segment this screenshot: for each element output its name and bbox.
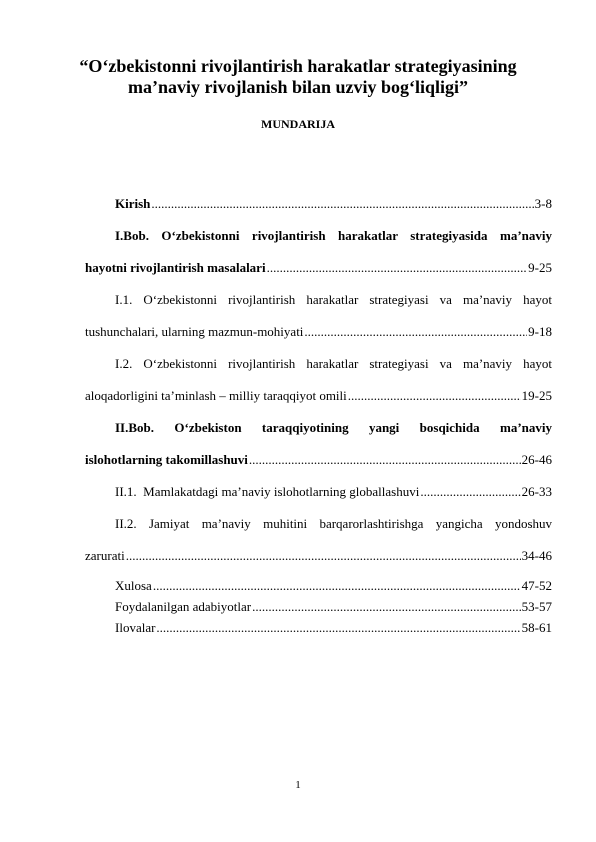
toc-page-range: 26-46 xyxy=(521,452,552,467)
dot-leader xyxy=(126,540,521,572)
toc-entry-label-line2: islohotlarning takomillashuvi xyxy=(85,452,248,467)
toc-entry-bob-2 xyxy=(85,412,552,476)
toc-entry-label: Xulosa xyxy=(115,578,152,593)
toc-heading: MUNDARIJA xyxy=(261,117,335,131)
dot-leader xyxy=(304,316,527,348)
toc-page-range: 19-25 xyxy=(521,388,552,403)
toc-entry-bob-1 xyxy=(85,220,552,284)
toc-entry-label: II.1. Mamlakatdagi ma’naviy islohotlarning globallashuvi xyxy=(115,484,420,499)
toc-entry-label-line1: II.2. Jamiyat ma’naviy muhitini barqarorlashtirishga yangicha yondoshuv xyxy=(115,516,552,531)
toc-entry-adabiyotlar xyxy=(85,596,552,617)
toc-page-range: 26-33 xyxy=(521,484,552,499)
dot-leader xyxy=(151,188,533,220)
toc-page-range: 53-57 xyxy=(521,599,552,614)
toc-entry-label: Kirish xyxy=(115,196,151,211)
toc-entry-section-2-2 xyxy=(85,508,552,572)
dot-leader xyxy=(348,380,521,412)
toc-entry-label-line1: I.2. O‘zbekistonni rivojlantirish harakatlar strategiyasi va ma’naviy hayot xyxy=(115,356,552,371)
dot-leader xyxy=(153,575,521,596)
dot-leader xyxy=(249,444,521,476)
toc-page-range: 3-8 xyxy=(534,196,552,211)
toc-entry-label-line2: aloqadorligini ta’minlash – milliy taraqqiyot omili xyxy=(85,388,347,403)
toc-entry-label: Foydalanilgan adabiyotlar xyxy=(115,599,252,614)
toc-entry-section-2-1 xyxy=(85,476,552,508)
toc-entry-kirish xyxy=(85,188,552,220)
toc-entry-label: Ilovalar xyxy=(115,620,156,635)
toc-entry-label-line2: zarurati xyxy=(85,548,125,563)
toc-page-range: 9-25 xyxy=(528,260,552,275)
toc-entry-ilovalar xyxy=(85,617,552,638)
dot-leader xyxy=(156,617,520,638)
table-of-contents xyxy=(85,188,552,638)
toc-entry-label-line1: II.Bob. O‘zbekiston taraqqiyotining yangi bosqichida ma’naviy xyxy=(115,420,552,435)
dot-leader xyxy=(252,596,521,617)
toc-entry-label-line2: hayotni rivojlantirish masalalari xyxy=(85,260,266,275)
toc-page-range: 58-61 xyxy=(521,620,552,635)
toc-page-range: 47-52 xyxy=(521,578,552,593)
dot-leader xyxy=(420,476,520,508)
toc-entry-label-line1: I.Bob. O‘zbekistonni rivojlantirish harakatlar strategiyasida ma’naviy xyxy=(115,228,552,243)
toc-entry-label-line1: I.1. O‘zbekistonni rivojlantirish harakatlar strategiyasi va ma’naviy hayot xyxy=(115,292,552,307)
toc-page-range: 9-18 xyxy=(528,324,552,339)
dot-leader xyxy=(267,252,528,284)
toc-entry-xulosa xyxy=(85,575,552,596)
toc-page-range: 34-46 xyxy=(521,548,552,563)
page-number: 1 xyxy=(295,779,301,791)
toc-entry-section-1-1 xyxy=(85,284,552,348)
toc-entry-label-line2: tushunchalari, ularning mazmun-mohiyati xyxy=(85,324,304,339)
toc-entry-section-1-2 xyxy=(85,348,552,412)
document-title: “O‘zbekistonni rivojlantirish harakatlar strategiyasining ma’naviy rivojlanish bilan uzviy bog‘liqligi” xyxy=(79,56,517,97)
